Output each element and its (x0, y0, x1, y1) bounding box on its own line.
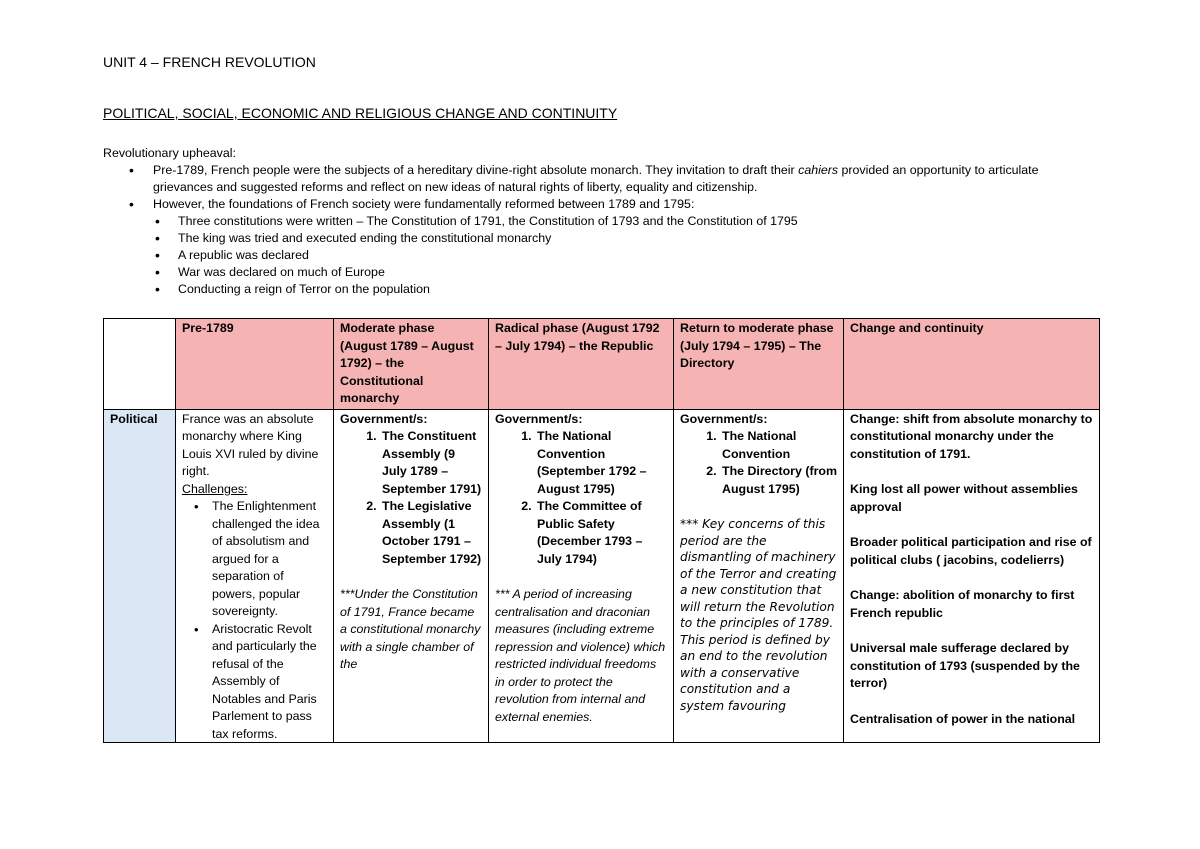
header-radical-phase: Radical phase (August 1792 – July 1794) – the Republic (489, 319, 674, 410)
cell-radical-phase (489, 409, 674, 742)
radical-gov-item: 2. The Committee of Public Safety (December 1793 – July 1794) (535, 498, 667, 568)
challenges-list (182, 498, 327, 741)
radical-gov-label: Government/s: (495, 411, 583, 426)
unit-title: UNIT 4 – FRENCH REVOLUTION (103, 54, 316, 70)
table-header-row (104, 319, 1100, 410)
directory-gov-list (680, 428, 837, 498)
page-heading: POLITICAL, SOCIAL, ECONOMIC AND RELIGIOUS CHANGE AND CONTINUITY (103, 105, 618, 121)
intro-list (103, 162, 1073, 298)
challenges-label: Challenges: (182, 481, 248, 496)
intro-section (103, 145, 1073, 298)
cell-pre-1789 (176, 409, 334, 742)
pre1789-text: France was an absolute monarchy where King Louis XVI ruled by divine right. (182, 411, 319, 478)
directory-gov-item: 2. The Directory (from August 1795) (720, 463, 837, 498)
intro-sublist (153, 213, 1073, 298)
intro-bullet-2: • However, the foundations of French society were fundamentally reformed between 1789 and 1795: • Three constitutions were written – The Constitution of 1791, the Constitution of 1793 and the Constitution of 1795 • The king was tried and executed ending the constitutional monarchy • A republic was declared • War was declared on much of Europe • Conducting a reign of Terror on the population (103, 196, 1073, 298)
header-return-to-moderate: Return to moderate phase (July 1794 – 1795) – The Directory (674, 319, 844, 410)
moderate-note: ***Under the Constitution of 1791, France became a constitutional monarchy with a single chamber of the (340, 587, 481, 671)
challenge-item: • Aristocratic Revolt and particularly the refusal of the Assembly of Notables and Paris Parlement to pass tax reforms. (212, 621, 327, 741)
intro-bullet-1: • Pre-1789, French people were the subjects of a hereditary divine-right absolute monarch. They invitation to draft their cahiers provided an opportunity to articulate grievances and suggested reforms and reflect on new ideas of natural rights of liberty, equality and citizenship. (103, 162, 1073, 196)
header-change-continuity: Change and continuity (844, 319, 1100, 410)
directory-gov-item: 1. The National Convention (720, 428, 837, 463)
corner-cell (104, 319, 176, 410)
challenge-item: • The Enlightenment challenged the idea of absolutism and argued for a separation of powers, popular sovereignty. (212, 498, 327, 621)
cell-change-continuity (844, 409, 1100, 742)
cell-moderate-phase (334, 409, 489, 742)
change-item: Change: abolition of monarchy to first French republic (850, 588, 1075, 620)
intro-sub-item: • The king was tried and executed ending the constitutional monarchy (153, 230, 1073, 247)
change-item: Centralisation of power in the national (850, 711, 1076, 726)
cell-directory-phase (674, 409, 844, 742)
intro-sub-item: • War was declared on much of Europe (153, 264, 1073, 281)
moderate-gov-item: 2. The Legislative Assembly (1 October 1791 – September 1792) (380, 498, 482, 568)
header-pre-1789: Pre-1789 (176, 319, 334, 410)
change-item: Broader political participation and rise of political clubs ( jacobins, codelierrs) (850, 535, 1092, 567)
table-row-political (104, 409, 1100, 742)
moderate-gov-list (340, 428, 482, 568)
intro-sub-item: • A republic was declared (153, 247, 1073, 264)
directory-gov-label: Government/s: (680, 411, 768, 426)
header-moderate-phase: Moderate phase (August 1789 – August 1792) – the Constitutional monarchy (334, 319, 489, 410)
change-item: Change: shift from absolute monarchy to constitutional monarchy under the constitution of 1791. (850, 411, 1093, 461)
moderate-gov-label: Government/s: (340, 411, 428, 426)
moderate-gov-item: 1. The Constituent Assembly (9 July 1789 – September 1791) (380, 428, 482, 498)
revolution-table (103, 318, 1100, 743)
row-label-political: Political (104, 409, 176, 742)
change-item: King lost all power without assemblies approval (850, 482, 1078, 514)
intro-sub-item: • Three constitutions were written – The Constitution of 1791, the Constitution of 1793 and the Constitution of 1795 (153, 213, 1073, 230)
radical-gov-item: 1. The National Convention (September 1792 – August 1795) (535, 428, 667, 498)
change-item: Universal male sufferage declared by constitution of 1793 (suspended by the terror) (850, 641, 1080, 690)
intro-sub-item: • Conducting a reign of Terror on the population (153, 281, 1073, 298)
intro-label: Revolutionary upheaval: (103, 146, 236, 160)
directory-note: *** Key concerns of this period are the dismantling of machinery of the Terror and creating a new constitution that will return the Revolution to the principles of 1789. This period is defined by an end to the revolution with a conservative constitution and a system favouring (680, 517, 837, 713)
radical-note: *** A period of increasing centralisation and draconian measures (including extreme repression and violence) which restricted individual freedoms in order to protect the revolution from internal and external enemies. (495, 587, 666, 724)
radical-gov-list (495, 428, 667, 568)
